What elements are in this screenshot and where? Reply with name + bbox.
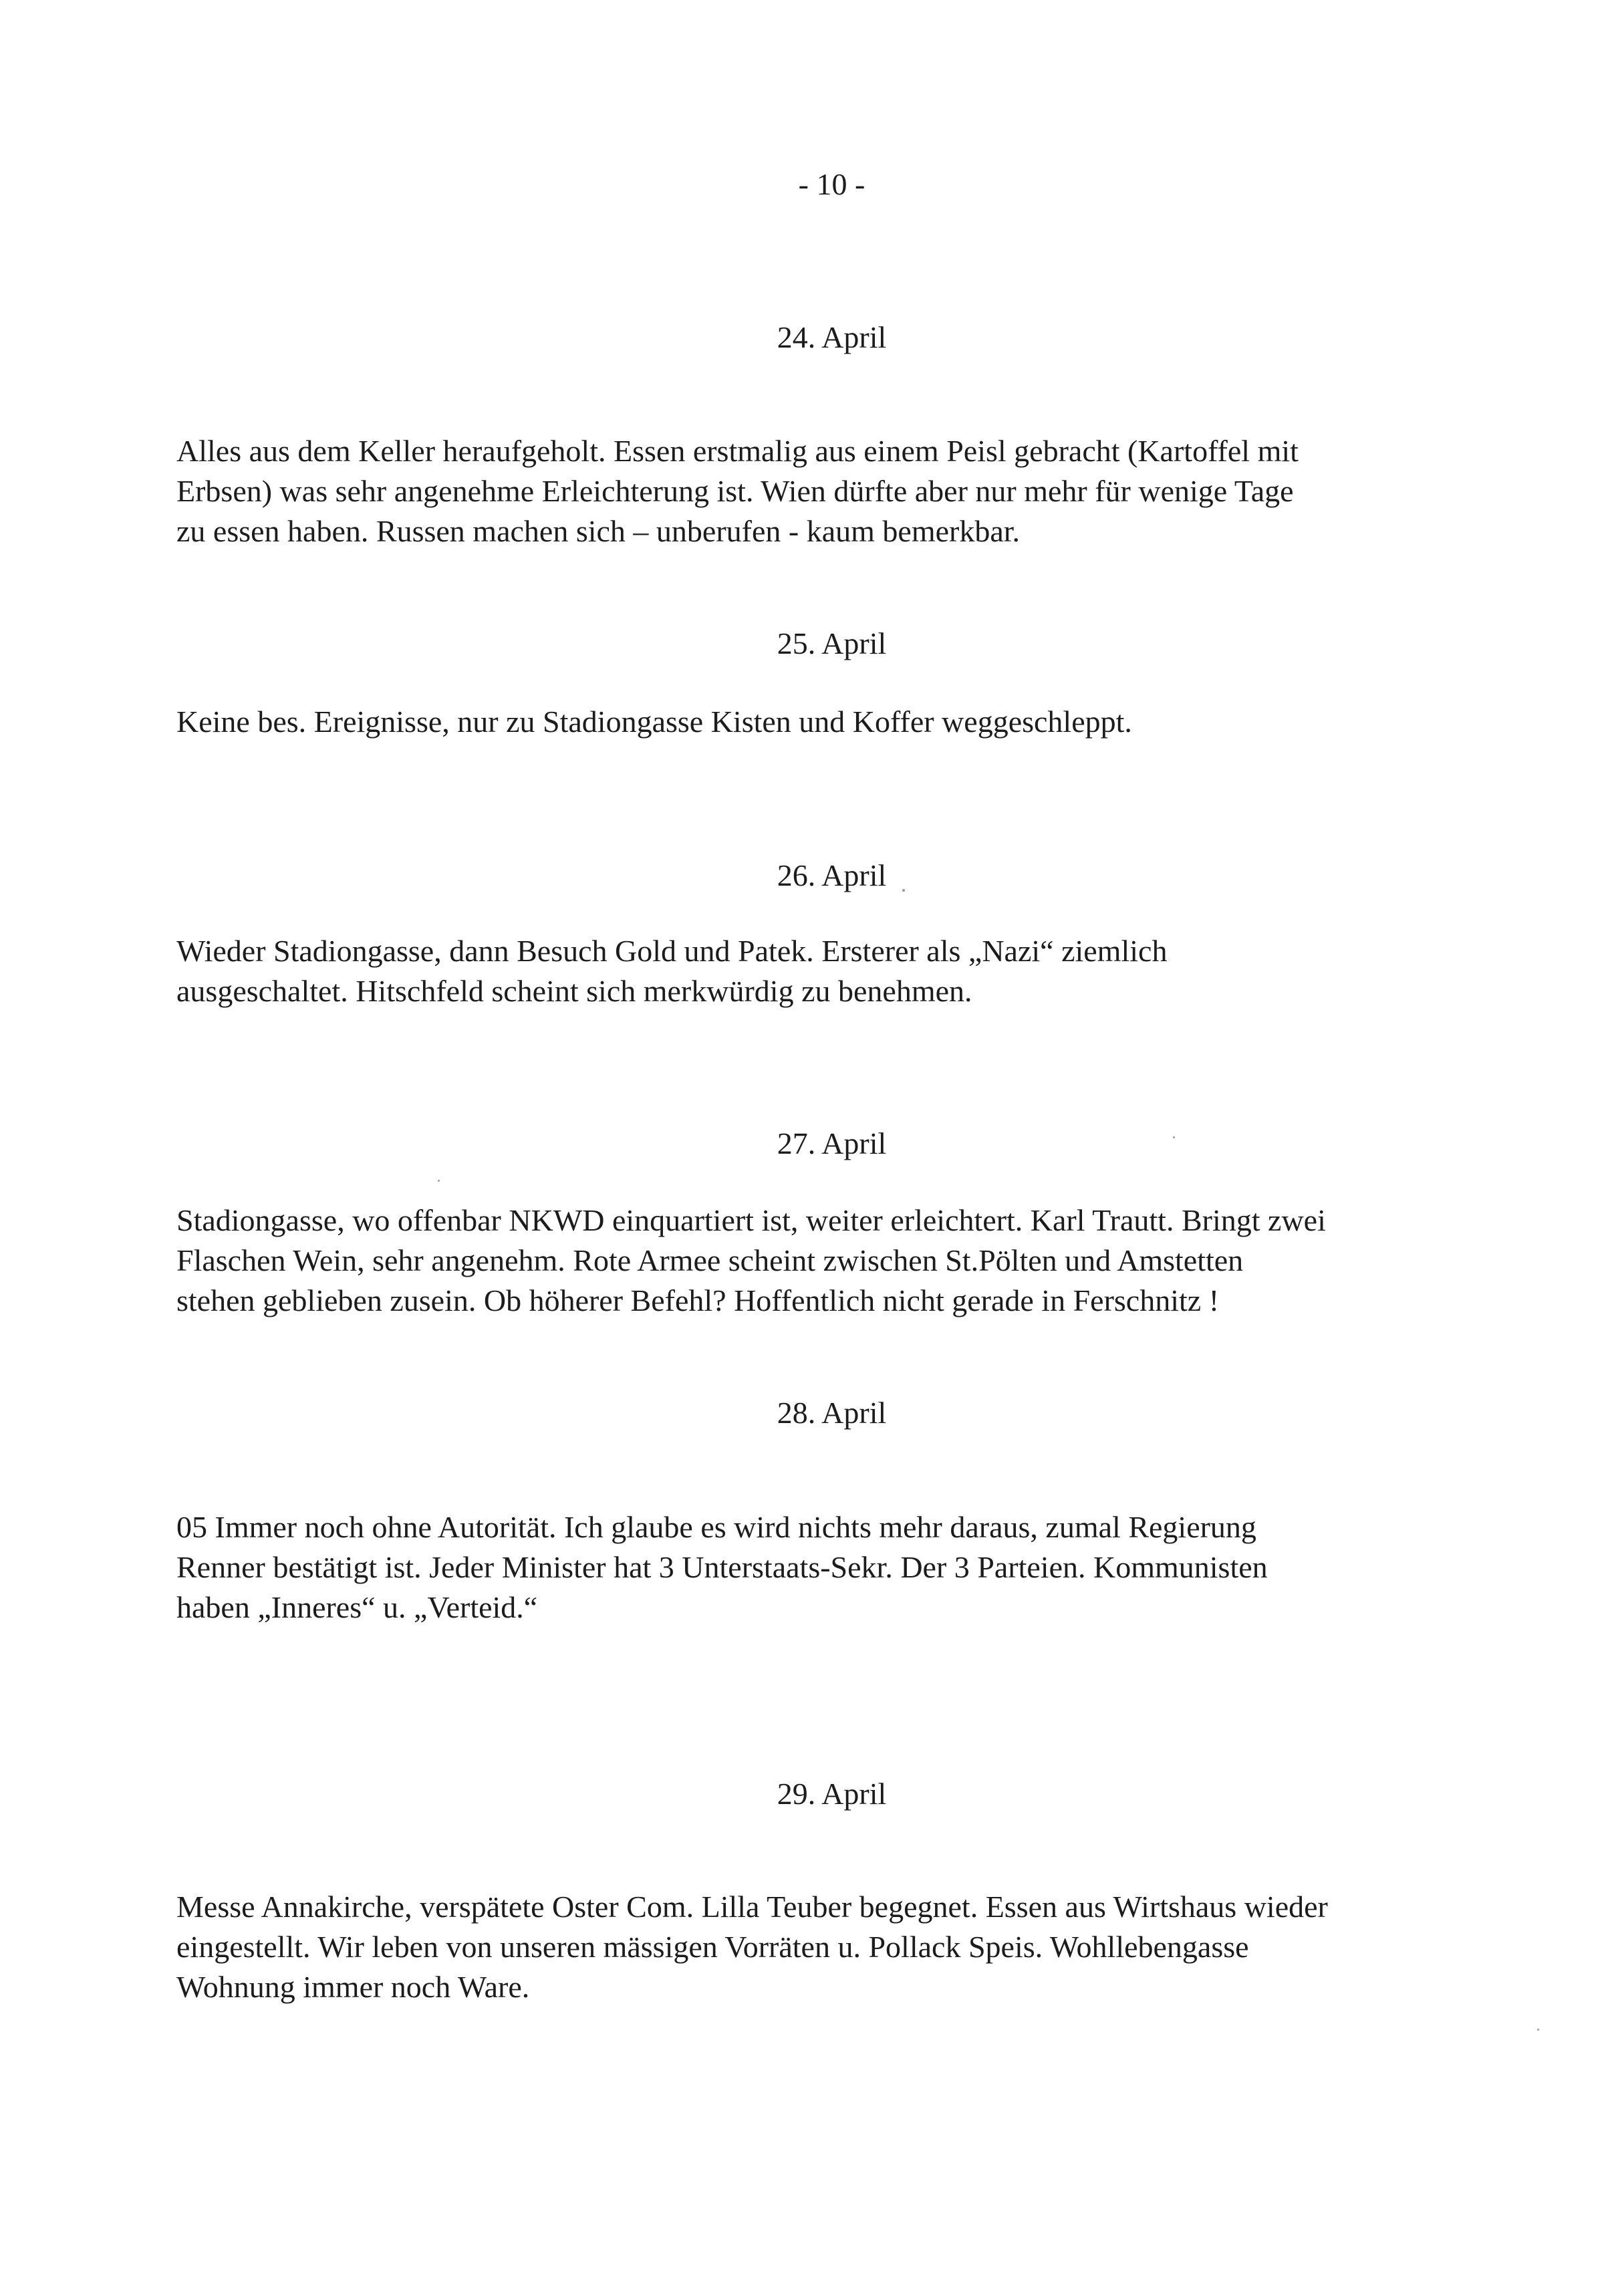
date-heading-24-april: 24. April bbox=[777, 320, 887, 354]
entry-line: haben „Inneres“ u. „Verteid.“ bbox=[176, 1590, 538, 1624]
entry-line: Keine bes. Ereignisse, nur zu Stadiongasse Kisten und Koffer weggeschleppt. bbox=[176, 705, 1132, 739]
date-heading-27-april: 27. April bbox=[777, 1126, 887, 1160]
entry-line: zu essen haben. Russen machen sich – unberufen - kaum bemerkbar. bbox=[176, 514, 1021, 548]
entry-line: 05 Immer noch ohne Autorität. Ich glaube es wird nichts mehr daraus, zumal Regierung bbox=[176, 1510, 1256, 1544]
page-number: - 10 - bbox=[798, 167, 865, 201]
entry-line: Flaschen Wein, sehr angenehm. Rote Armee scheint zwischen St.Pölten und Amstetten bbox=[176, 1243, 1244, 1277]
entry-line: Stadiongasse, wo offenbar NKWD einquartiert ist, weiter erleichtert. Karl Trautt. Bringt zwei bbox=[176, 1203, 1326, 1237]
date-heading-28-april: 28. April bbox=[777, 1396, 887, 1430]
entry-text-24-april bbox=[176, 431, 1446, 551]
entry-text-26-april bbox=[176, 931, 1446, 1011]
entry-line: Wohnung immer noch Ware. bbox=[176, 1970, 530, 2004]
scan-speck bbox=[902, 889, 905, 892]
scan-speck bbox=[438, 1180, 440, 1182]
entry-line: eingestellt. Wir leben von unseren mässigen Vorräten u. Pollack Speis. Wohllebengasse bbox=[176, 1930, 1249, 1964]
entry-line: Messe Annakirche, verspätete Oster Com. Lilla Teuber begegnet. Essen aus Wirtshaus wieder bbox=[176, 1890, 1328, 1924]
entry-line: Renner bestätigt ist. Jeder Minister hat 3 Unterstaats-Sekr. Der 3 Parteien. Kommunisten bbox=[176, 1550, 1268, 1584]
entry-line: ausgeschaltet. Hitschfeld scheint sich merkwürdig zu benehmen. bbox=[176, 974, 972, 1008]
entry-text-29-april bbox=[176, 1887, 1446, 2007]
date-heading-25-april: 25. April bbox=[777, 626, 887, 660]
entry-text-28-april bbox=[176, 1507, 1446, 1628]
entry-line: Erbsen) was sehr angenehme Erleichterung ist. Wien dürfte aber nur mehr für wenige Tage bbox=[176, 474, 1294, 508]
entry-line: Wieder Stadiongasse, dann Besuch Gold und Patek. Ersterer als „Nazi“ ziemlich bbox=[176, 934, 1168, 968]
date-heading-29-april: 29. April bbox=[777, 1777, 887, 1811]
entry-text-27-april bbox=[176, 1200, 1446, 1321]
entry-text-25-april bbox=[176, 702, 1446, 742]
scan-speck bbox=[1173, 1136, 1175, 1138]
entry-line: Alles aus dem Keller heraufgeholt. Essen erstmalig aus einem Peisl gebracht (Kartoffel mit bbox=[176, 434, 1299, 468]
date-heading-26-april: 26. April bbox=[777, 858, 887, 892]
scan-speck bbox=[1537, 2029, 1539, 2031]
entry-line: stehen geblieben zusein. Ob höherer Befehl? Hoffentlich nicht gerade in Ferschnitz ! bbox=[176, 1283, 1220, 1317]
